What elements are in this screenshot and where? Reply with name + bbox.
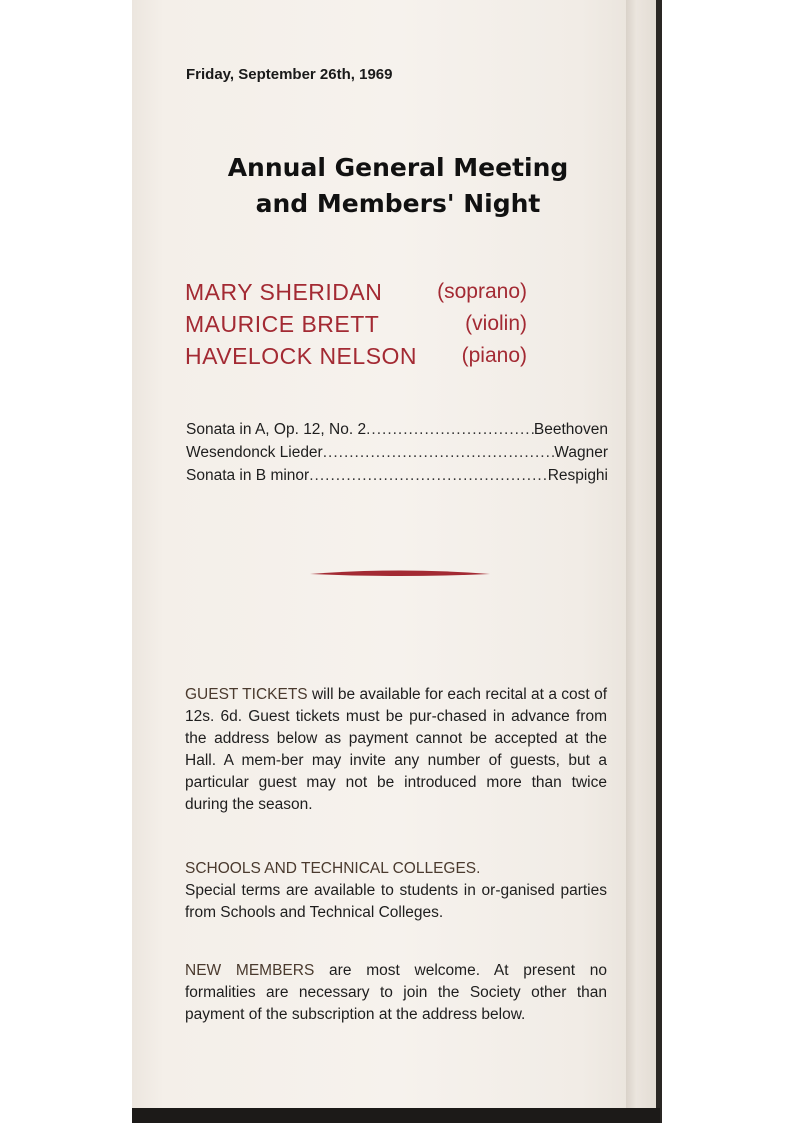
- composer-name: Beethoven: [533, 421, 608, 438]
- page-edge: [656, 0, 662, 1123]
- programme-item: [186, 441, 608, 464]
- leader-dots: [309, 464, 547, 487]
- programme-list: [186, 418, 608, 487]
- event-date: Friday, September 26th, 1969: [186, 66, 393, 83]
- composer-name: Respighi: [547, 467, 608, 484]
- work-title: Sonata in B minor: [186, 467, 310, 484]
- section-heading: GUEST TICKETS: [185, 686, 308, 703]
- performer-item: [185, 340, 527, 372]
- programme-item: [186, 418, 608, 441]
- page-fold: [626, 0, 660, 1123]
- programme-item: [186, 464, 608, 487]
- work-title: Wesendonck Lieder: [186, 444, 323, 461]
- guest-tickets-section: [185, 684, 607, 816]
- section-text: Special terms are available to students in or-ganised parties from Schools and Technical Colleges.: [185, 882, 607, 921]
- work-title: Sonata in A, Op. 12, No. 2: [186, 421, 367, 438]
- title-line-1: Annual General Meeting: [227, 153, 569, 182]
- performer-item: [185, 308, 527, 340]
- title-line-2: and Members' Night: [255, 189, 541, 218]
- performer-name: HAVELOCK NELSON: [185, 343, 418, 369]
- section-text: will be available for each recital at a cost of 12s. 6d. Guest tickets must be pur-chased in advance from the address below as payment cannot be accepted at the Hall. A mem-ber may invite any number of guests, but a particular guest may not be introduced more than twice during the season.: [185, 686, 607, 813]
- performer-role: (piano): [461, 344, 527, 367]
- performer-name: MARY SHERIDAN: [185, 279, 383, 305]
- section-heading: NEW MEMBERS: [185, 962, 315, 979]
- new-members-section: [185, 960, 607, 1026]
- section-heading: SCHOOLS AND TECHNICAL COLLEGES.: [185, 860, 481, 877]
- performer-item: [185, 276, 527, 308]
- performers-list: [185, 276, 527, 372]
- performer-name: MAURICE BRETT: [185, 311, 380, 337]
- section-text: are most welcome. At present no formalities are necessary to join the Society other than payment of the subscription at the address below.: [185, 962, 608, 1023]
- leader-dots: [366, 418, 534, 441]
- page-title: [180, 150, 616, 222]
- schools-section: [185, 858, 607, 924]
- ornamental-divider: [310, 568, 490, 580]
- leader-dots: [323, 441, 555, 464]
- performer-role: (violin): [465, 312, 527, 335]
- performer-role: (soprano): [437, 280, 527, 303]
- bottom-edge: [132, 1108, 660, 1123]
- composer-name: Wagner: [554, 444, 608, 461]
